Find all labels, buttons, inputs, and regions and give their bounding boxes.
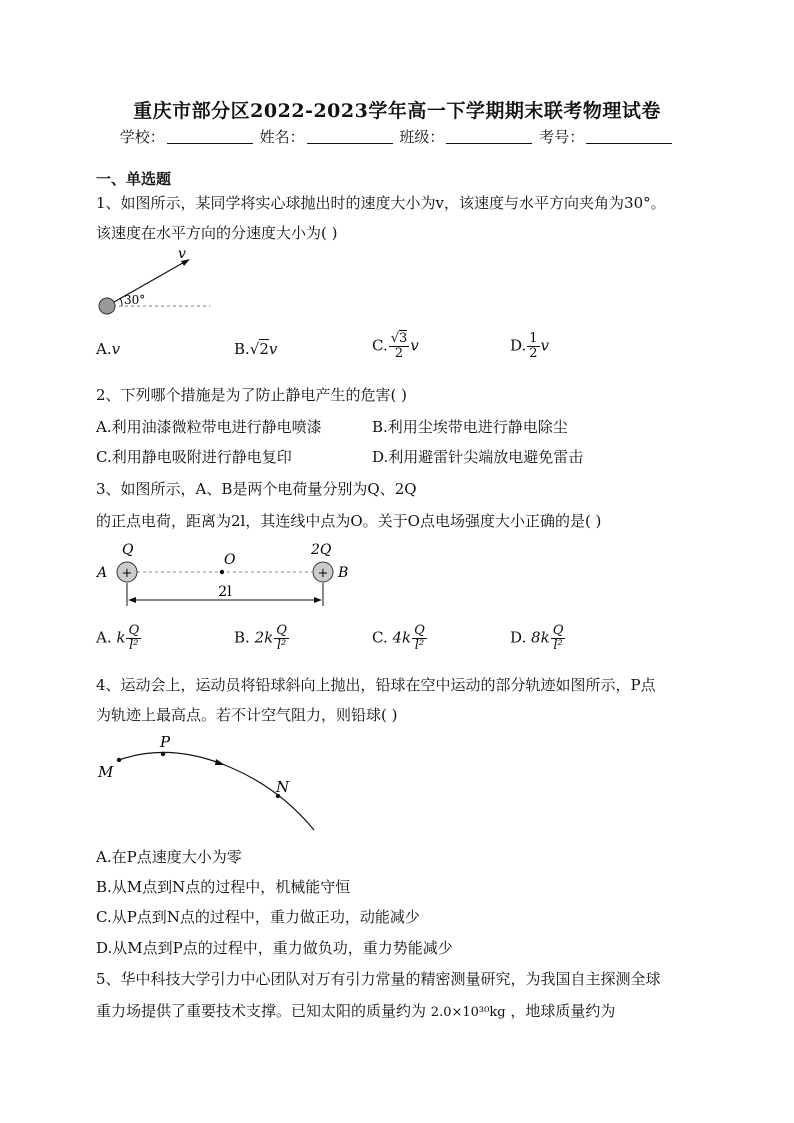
option-letter: D. [510,336,527,355]
q1-option-d[interactable] [510,332,549,361]
q3-option-c[interactable] [372,624,428,653]
q2-option-d[interactable]: D.利用避雷针尖端放电避免雷击 [372,448,584,466]
class-label: 班级： [399,128,445,146]
option-letter: A. [96,340,112,358]
angle-arc [120,298,122,306]
q5-text-a: 重力场提供了重要技术支撑。已知太阳的质量约为 [96,1002,427,1020]
option-coefficient: 2k [254,628,274,647]
fraction [274,624,289,653]
fraction-denominator: l² [414,638,425,653]
sqrt-radicand: 2 [259,340,269,358]
q2-stem: 2、下列哪个措施是为了防止静电产生的危害( ) [96,386,408,404]
dimension-arrow-right [314,597,322,603]
point-m-label: M [98,763,114,781]
point-a-label: A [97,565,108,581]
q4-figure [92,730,322,834]
section-heading: 一、单选题 [96,170,172,188]
q5-stem-line1: 5、华中科技大学引力中心团队对万有引力常量的精密测量研究，为我国自主探测全球 [96,970,661,988]
fraction-numerator: Q [276,623,287,638]
option-coefficient: 8k [531,628,550,647]
fraction-numerator: 3 [399,331,408,346]
angle-label: 30° [124,293,146,307]
fraction [126,624,141,653]
q1-stem-line2: 该速度在水平方向的分速度大小为( ) [96,224,338,242]
fraction [527,332,539,361]
option-letter: C. [372,628,388,647]
q5-text-b: ，地球质量约为 [510,1002,616,1020]
q5-stem-line2 [96,1000,615,1021]
charge-q-label: Q [122,542,134,558]
school-label: 学校： [119,128,165,146]
q2-option-b[interactable]: B.利用尘埃带电进行静电除尘 [372,418,568,436]
fraction-numerator: Q [414,623,425,638]
q4-option-d[interactable]: D.从M点到P点的过程中，重力做负功，重力势能减少 [96,939,453,957]
q4-stem-line1: 4、运动会上，运动员将铅球斜向上抛出，铅球在空中运动的部分轨迹如图所示，P点 [96,676,656,694]
q3-figure [92,538,362,610]
q2-option-a[interactable]: A.利用油漆微粒带电进行静电喷漆 [96,418,322,436]
option-letter: C. [372,336,388,355]
point-n-label: N [276,778,290,796]
q1-option-c[interactable] [372,332,419,361]
q3-stem-line2: 的正点电荷，距离为2l，其连线中点为O。关于O点电场强度大小正确的是( ) [96,512,602,530]
velocity-arrow [107,260,188,306]
fraction [551,624,566,653]
class-blank[interactable] [446,129,532,144]
plus-sign-b: + [317,566,329,581]
q4-stem-line2: 为轨迹上最高点。若不计空气阻力，则铅球( ) [96,706,398,724]
point-p-label: P [160,733,171,751]
number-blank[interactable] [586,129,672,144]
direction-arrow [215,759,225,765]
option-coefficient: 4k [392,628,412,647]
distance-label: 2l [218,584,232,600]
charge-2q-label: 2Q [311,542,332,558]
option-variable: v [268,340,278,358]
fraction-denominator: l² [553,638,563,653]
q3-option-d[interactable] [510,624,566,653]
midpoint-o [220,570,224,574]
point-m [117,758,121,762]
q3-stem-line1: 3、如图所示，A、B是两个电荷量分别为Q、2Q [96,480,417,498]
fraction-denominator: 2 [529,346,538,361]
fraction-denominator: l² [276,638,287,653]
option-coefficient: k [116,628,126,647]
point-p [161,752,165,756]
option-variable: v [410,336,419,355]
option-value: v [111,340,121,358]
sun-mass-value: 2.0×10³⁰kg [430,1005,506,1020]
velocity-label: v [178,246,186,262]
q1-option-a[interactable] [96,340,120,358]
option-letter: B. [234,628,250,647]
fraction-denominator: l² [129,638,139,653]
option-letter: D. [510,628,527,647]
name-label: 姓名： [259,128,305,146]
fraction-numerator: Q [128,623,140,638]
option-variable: v [540,336,550,355]
plus-sign-a: + [121,566,133,581]
fraction-denominator: 2 [394,346,404,361]
point-o-label: O [224,552,236,568]
fraction [412,624,427,653]
q3-option-a[interactable] [96,624,142,653]
q1-option-b[interactable] [234,340,277,358]
fraction-numerator: Q [552,623,564,638]
point-b-label: B [338,565,349,581]
q4-option-b[interactable]: B.从M点到N点的过程中，机械能守恒 [96,878,351,896]
number-label: 考号： [539,128,585,146]
fraction-numerator: 1 [529,331,538,346]
student-info-row [0,126,794,147]
name-blank[interactable] [307,129,393,144]
q1-stem-line1: 1、如图所示，某同学将实心球抛出时的速度大小为v，该速度与水平方向夹角为30°。 [96,194,666,212]
sqrt-sign: √ [390,331,400,346]
q3-option-b[interactable] [234,624,290,653]
shot-ball [99,298,115,314]
q4-option-a[interactable]: A.在P点速度大小为零 [96,848,242,866]
option-letter: B. [234,340,250,358]
sqrt-sign: √ [249,340,260,358]
school-blank[interactable] [167,129,253,144]
fraction [389,332,410,361]
q2-option-c[interactable]: C.利用静电吸附进行静电复印 [96,448,292,466]
q1-figure [92,246,222,320]
option-letter: A. [96,628,112,647]
exam-title: 重庆市部分区2022-2023学年高一下学期期末联考物理试卷 [133,100,661,122]
dimension-arrow-left [128,597,136,603]
q4-option-c[interactable]: C.从P点到N点的过程中，重力做正功，动能减少 [96,908,420,926]
